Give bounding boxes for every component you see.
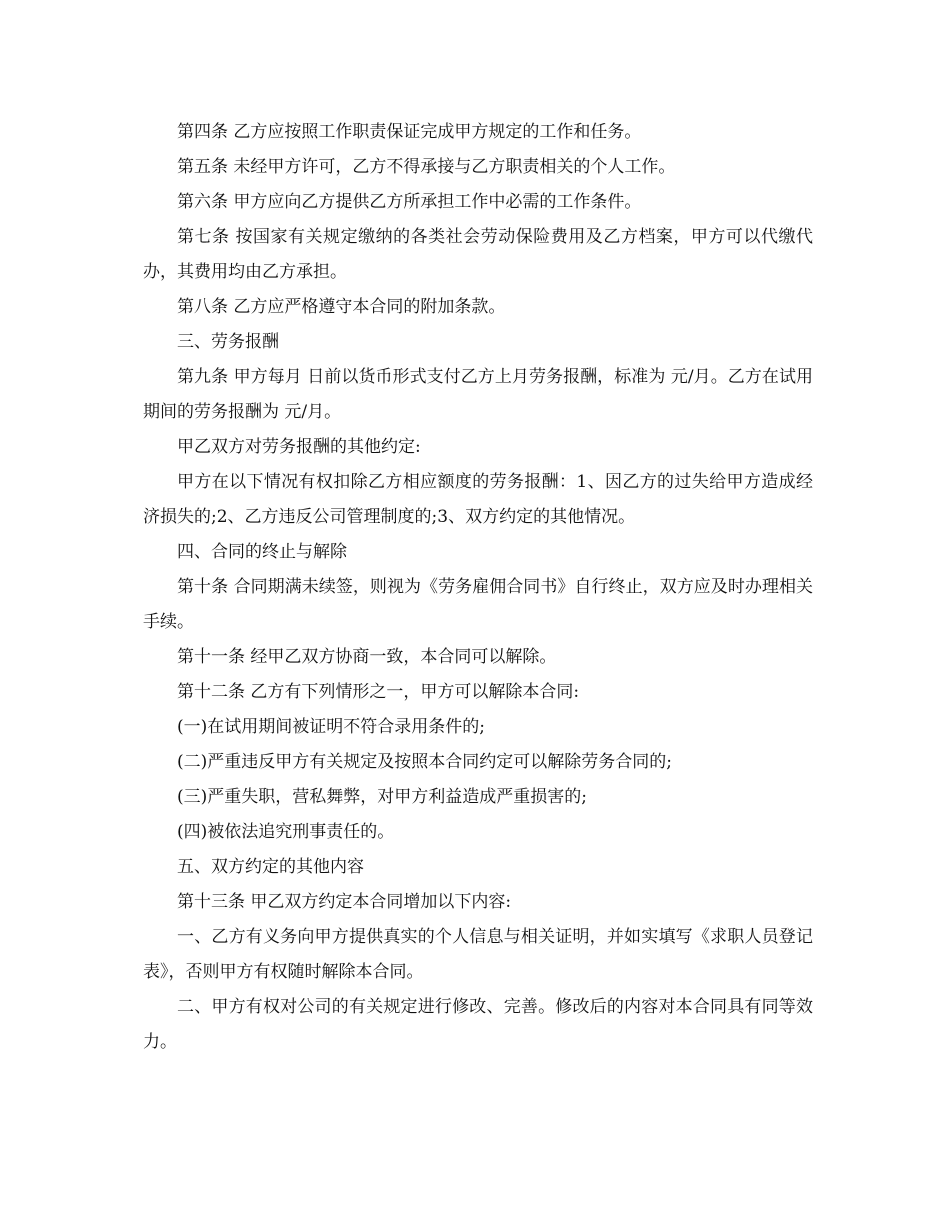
paragraph-article-11: 第十一条 经甲乙双方协商一致，本合同可以解除。 xyxy=(177,647,557,667)
section-heading-other-content: 五、双方约定的其他内容 xyxy=(177,857,364,877)
paragraph-remuneration-other: 甲乙双方对劳务报酬的其他约定: xyxy=(177,437,421,457)
paragraph-article-4: 第四条 乙方应按照工作职责保证完成甲方规定的工作和任务。 xyxy=(177,122,642,142)
paragraph-article-9: 第九条 甲方每月 日前以货币形式支付乙方上月劳务报酬，标准为 元/月。乙方在试用期间的劳务报酬为 元/月。 xyxy=(143,367,813,422)
paragraph-clause-1: 一、乙方有义务向甲方提供真实的个人信息与相关证明，并如实填写《求职人员登记表》，否则甲方有权随时解除本合同。 xyxy=(143,927,813,982)
paragraph-article-12: 第十二条 乙方有下列情形之一，甲方可以解除本合同: xyxy=(177,682,580,702)
paragraph-remuneration-deduction: 甲方在以下情况有权扣除乙方相应额度的劳务报酬：1、因乙方的过失给甲方造成经济损失的;2、乙方违反公司管理制度的;3、双方约定的其他情况。 xyxy=(143,472,813,527)
paragraph-article-10: 第十条 合同期满未续签，则视为《劳务雇佣合同书》自行终止，双方应及时办理相关手续。 xyxy=(143,577,813,632)
list-item-3: (三)严重失职，营私舞弊，对甲方利益造成严重损害的; xyxy=(177,787,587,807)
list-item-4: (四)被依法追究刑事责任的。 xyxy=(177,822,395,842)
section-heading-remuneration: 三、劳务报酬 xyxy=(177,332,279,352)
paragraph-article-7: 第七条 按国家有关规定缴纳的各类社会劳动保险费用及乙方档案，甲方可以代缴代办，其费用均由乙方承担。 xyxy=(143,227,813,282)
section-heading-termination: 四、合同的终止与解除 xyxy=(177,542,347,562)
list-item-1: (一)在试用期间被证明不符合录用条件的; xyxy=(177,717,485,737)
paragraph-article-6: 第六条 甲方应向乙方提供乙方所承担工作中必需的工作条件。 xyxy=(177,192,642,212)
list-item-2: (二)严重违反甲方有关规定及按照本合同约定可以解除劳务合同的; xyxy=(177,752,672,772)
paragraph-article-8: 第八条 乙方应严格遵守本合同的附加条款。 xyxy=(177,297,506,317)
paragraph-article-13: 第十三条 甲乙双方约定本合同增加以下内容: xyxy=(177,892,512,912)
paragraph-article-5: 第五条 未经甲方许可，乙方不得承接与乙方职责相关的个人工作。 xyxy=(177,157,676,177)
paragraph-clause-2: 二、甲方有权对公司的有关规定进行修改、完善。修改后的内容对本合同具有同等效力。 xyxy=(143,997,813,1052)
document-body xyxy=(143,115,813,1060)
